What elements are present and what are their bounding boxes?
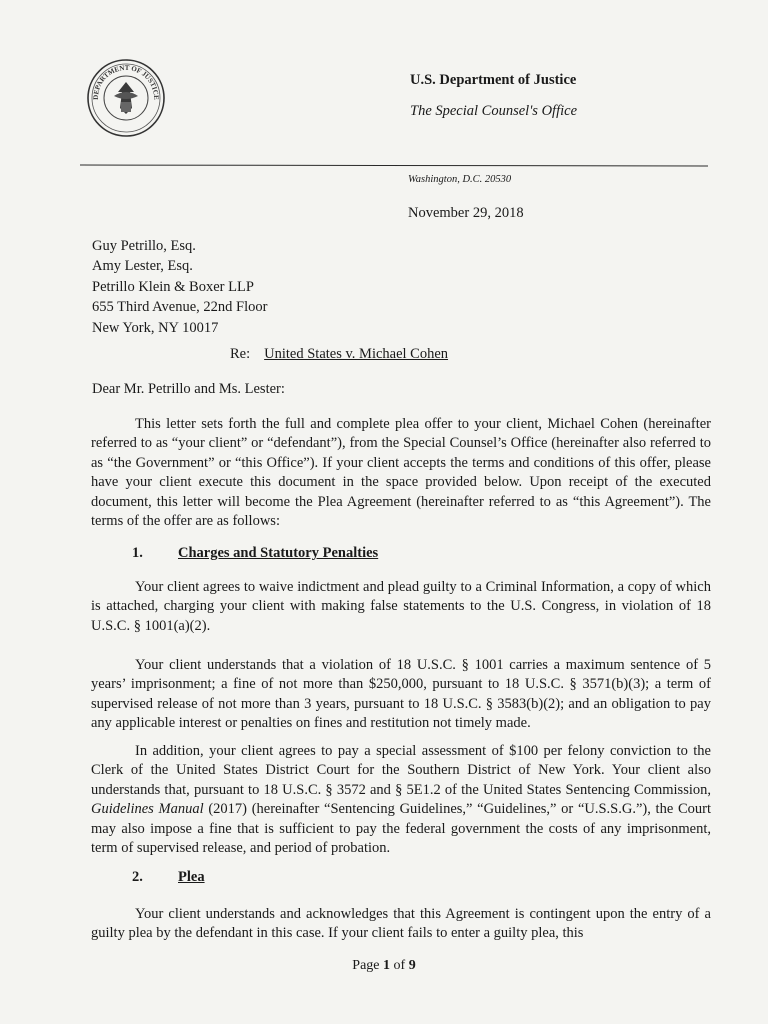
address-line: Amy Lester, Esq. bbox=[92, 258, 193, 275]
address-line: Guy Petrillo, Esq. bbox=[92, 238, 196, 254]
page-total: 9 bbox=[408, 958, 416, 973]
department-name: U.S. Department of Justice bbox=[410, 72, 577, 88]
page-of: of bbox=[390, 958, 409, 973]
salutation: Dear Mr. Petrillo and Ms. Lester: bbox=[92, 381, 285, 397]
address-line: Petrillo Klein & Boxer LLP bbox=[92, 278, 254, 295]
paragraph-text: In addition, your client agrees to pay a special assessment of $100 per felony conviction to the Clerk of the United States District Court for the Southern District of New York. Your client also understands that, pursuant to 18 U.S.C. § 3572 and § 5E1.2 of the United States Sentencing Commission, bbox=[91, 743, 711, 798]
section-heading-charges bbox=[132, 545, 378, 562]
section-number: 2. bbox=[132, 869, 143, 885]
address-line: New York, NY 10017 bbox=[92, 319, 219, 336]
svg-text:DEPARTMENT OF JUSTICE: DEPARTMENT OF JUSTICE bbox=[91, 63, 161, 100]
intro-paragraph: This letter sets forth the full and complete plea offer to your client, Michael Cohen (hereinafter referred to as “your client” or “defendant”), from the Special Counsel’s Office (hereinafter also referred to as “the Government” or “this Office”). If your client accepts the terms and conditions of this offer, please have your client execute this document in the space provided below. Upon receipt of the executed document, this letter will become the Plea Agreement (hereinafter referred to as “this Agreement”). The terms of the offer are as follows: bbox=[91, 416, 711, 530]
address-line: 655 Third Avenue, 22nd Floor bbox=[92, 299, 268, 316]
plea-paragraph-1: Your client understands and acknowledges that this Agreement is contingent upon the entry of a guilty plea by the defendant in this case. If your client fails to enter a guilty plea, this bbox=[91, 906, 711, 942]
paragraph-text: (2017) (hereinafter “Sentencing Guidelines,” “Guidelines,” or “U.S.S.G.”), the Court may also impose a fine that is sufficient to pay the federal government the costs of any imprisonment, term of supervised release, and period of probation. bbox=[91, 801, 711, 857]
section-heading-plea bbox=[132, 869, 205, 886]
re-case-name: United States v. Michael Cohen bbox=[264, 346, 449, 362]
page-current: 1 bbox=[383, 958, 391, 973]
charges-paragraph-1: Your client agrees to waive indictment and plead guilty to a Criminal Information, a copy of which is attached, charging your client with making false statements to the U.S. Congress, in violation of 18 U.S.C. § 1001(a)(2). bbox=[91, 579, 711, 634]
page-footer bbox=[0, 958, 768, 974]
section-number: 1. bbox=[132, 545, 143, 561]
charges-paragraph-2: Your client understands that a violation of 18 U.S.C. § 1001 carries a maximum sentence of 5 years’ imprisonment; a fine of not more than $250,000, pursuant to 18 U.S.C. § 3571(b)(3); a term of supervised release of not more than 3 years, pursuant to 18 U.S.C. § 3583(b)(2); and an obligation to pay any applicable interest or penalties on fines and restitution not timely made. bbox=[91, 657, 711, 732]
section-title: Plea bbox=[178, 869, 205, 885]
office-name: The Special Counsel's Office bbox=[410, 103, 578, 119]
charges-paragraph-3 bbox=[91, 742, 711, 858]
re-label: Re: bbox=[230, 346, 251, 362]
page-label: Page bbox=[352, 958, 384, 973]
letterhead-divider bbox=[80, 165, 708, 167]
letter-date: November 29, 2018 bbox=[408, 205, 524, 221]
letterhead-city: Washington, D.C. 20530 bbox=[408, 174, 512, 185]
doj-seal-icon bbox=[86, 58, 166, 138]
guidelines-manual-title: Guidelines Manual bbox=[91, 801, 204, 818]
section-title: Charges and Statutory Penalties bbox=[178, 545, 379, 561]
recipient-address bbox=[92, 236, 267, 338]
re-line bbox=[230, 346, 448, 363]
